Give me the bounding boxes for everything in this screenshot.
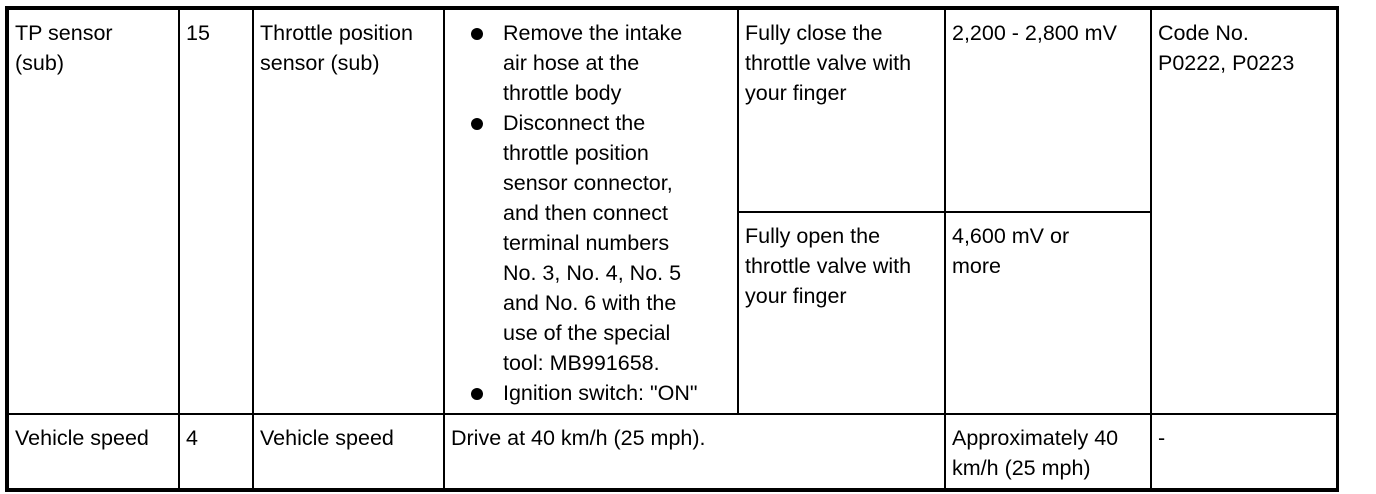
cell-check-condition xyxy=(738,212,945,414)
condition-text: Remove the intake air hose at the throttle body xyxy=(503,21,683,105)
item-number: 4 xyxy=(186,426,198,450)
normal-value-text: Approximately 40 km/h (25 mph) xyxy=(952,426,1119,480)
cell-name xyxy=(253,8,444,414)
normal-value-text: 2,200 - 2,800 mV xyxy=(952,21,1117,45)
reference-text: - xyxy=(1158,426,1166,450)
table-row-vehicle-speed xyxy=(7,414,1337,490)
item-number: 15 xyxy=(186,21,210,45)
list-item xyxy=(451,18,731,108)
list-item xyxy=(451,108,731,378)
cell-item xyxy=(7,8,179,414)
item-name: Throttle position sensor (sub) xyxy=(260,21,413,75)
cell-check-condition xyxy=(738,8,945,212)
condition-list xyxy=(451,18,731,408)
condition-text: Drive at 40 km/h (25 mph). xyxy=(451,426,706,450)
cell-normal-value xyxy=(945,414,1151,490)
list-item xyxy=(451,378,731,408)
spec-table xyxy=(5,6,1339,492)
bullet-icon xyxy=(471,28,483,40)
cell-item xyxy=(7,414,179,490)
check-condition-text: Fully close the throttle valve with your finger xyxy=(745,21,912,105)
bullet-icon xyxy=(471,118,483,130)
cell-no xyxy=(179,414,253,490)
item-name: Vehicle speed xyxy=(260,426,394,450)
cell-reference xyxy=(1151,414,1337,490)
cell-conditions xyxy=(444,8,738,414)
item-label: TP sensor (sub) xyxy=(15,21,113,75)
reference-text: Code No. P0222, P0223 xyxy=(1158,21,1295,75)
condition-text: Ignition switch: "ON" xyxy=(503,381,698,405)
condition-text: Disconnect the throttle position sensor connector, and then connect terminal numbers No. 3, No. 4, No. 5 and No. 6 with the use of the special tool: MB991658. xyxy=(503,111,682,375)
table-row-tp-sensor xyxy=(7,8,1337,212)
check-condition-text: Fully open the throttle valve with your finger xyxy=(745,224,912,308)
bullet-icon xyxy=(471,388,483,400)
cell-no xyxy=(179,8,253,414)
cell-reference xyxy=(1151,8,1337,414)
cell-normal-value xyxy=(945,8,1151,212)
item-label: Vehicle speed xyxy=(15,426,149,450)
cell-normal-value xyxy=(945,212,1151,414)
cell-conditions xyxy=(444,414,945,490)
normal-value-text: 4,600 mV or more xyxy=(952,224,1070,278)
cell-name xyxy=(253,414,444,490)
